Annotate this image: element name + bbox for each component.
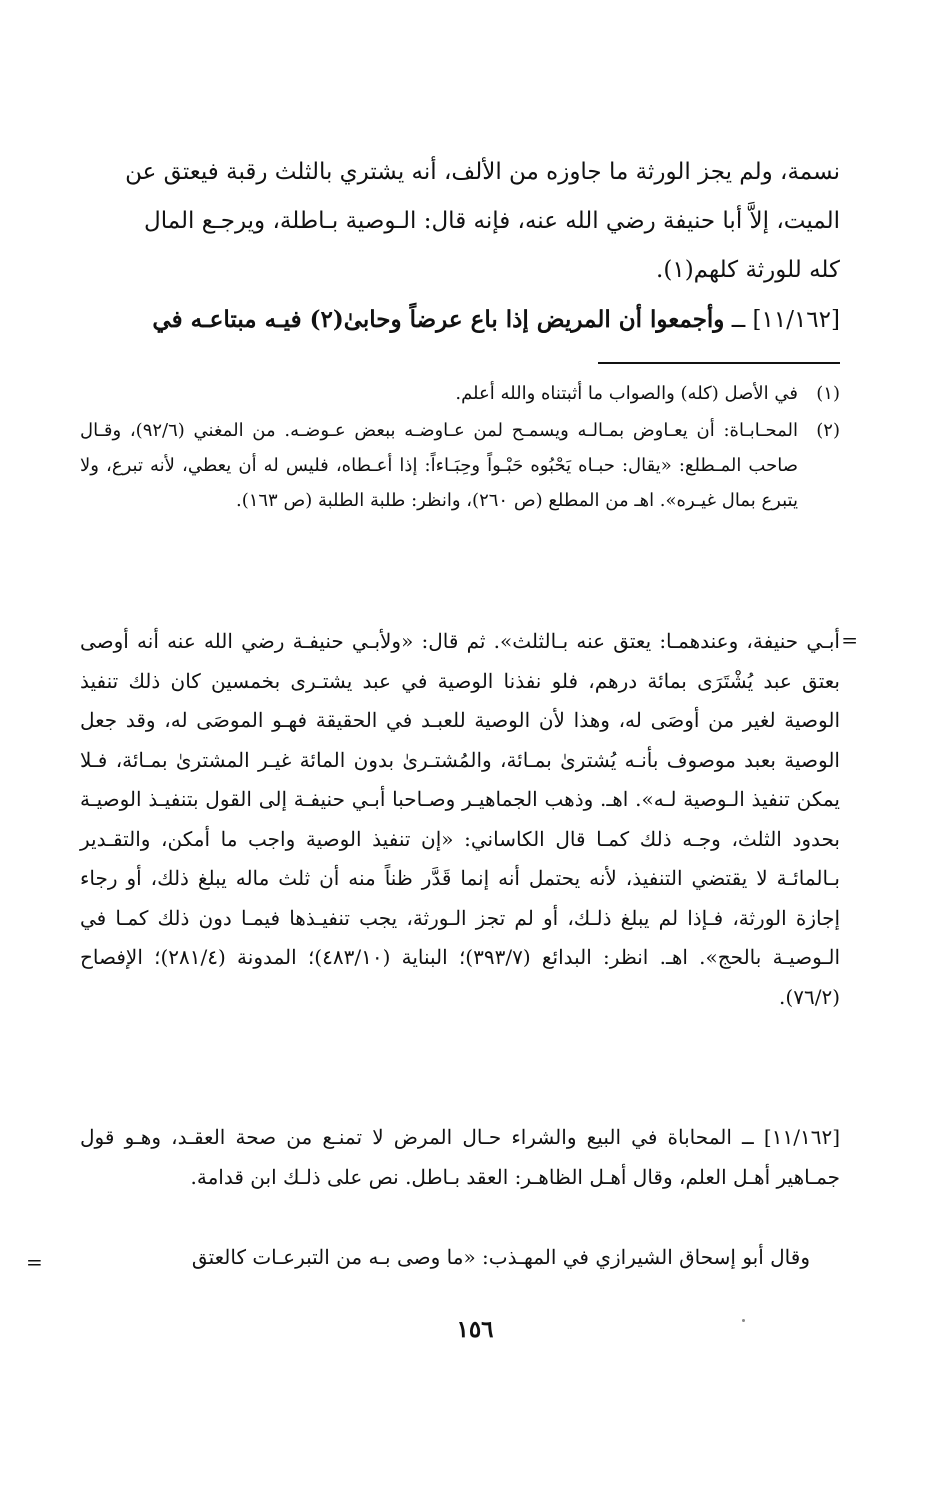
- commentary: [80, 622, 840, 1017]
- footnote-separator: [598, 362, 840, 364]
- footnote-2: [80, 413, 840, 518]
- main-line-3: كله للورثة كلهم(١).: [656, 257, 840, 283]
- scan-speck: [742, 1319, 745, 1322]
- page-number: ١٥٦: [456, 1316, 494, 1343]
- footnote-1: [80, 376, 840, 411]
- main-line-2: الميت، إلاَّ أبا حنيفة رضي الله عنه، فإنه قال: الـوصية بـاطلة، ويرجـع المال: [144, 208, 840, 234]
- main-line-4: [80, 295, 840, 345]
- footnote-text: المحـابـاة: أن يعـاوض بمـالـه ويسمـح لمن عـاوضـه ببعض عـوضـه. من المغني (٩٢/٦)، وقـال صاحب المـطلع: «يقال: حبـاه يَحْبُوه حَبْـواً وحِبَـاءاً: إذا أعـطاه، فليس له أن يعطي، لأنه تبرع، ولا يتبرع بمال غيـره». اهـ من المطلع (ص ٢٦٠)، وانظر: طلبة الطلبة (ص ١٦٣).: [80, 420, 799, 511]
- section-text: [١١/١٦٢] ــ المحاباة في البيع والشراء حـال المرض لا تمنـع من صحة العقـد، وهـو قول جمـاهير أهـل العلم، وقال أهـل الظاهـر: العقد بـاطل. نص على ذلـك ابن قدامة.: [80, 1125, 840, 1189]
- entry-heading: وأجمعوا أن المريض إذا باع عرضاً وحابىٰ(٢) فيـه مبتاعـه في: [152, 306, 725, 333]
- main-line-1: نسمة، ولم يجز الورثة ما جاوزه من الألف، أنه يشتري بالثلث رقبة فيعتق عن: [125, 159, 840, 185]
- closing-line: [80, 1238, 840, 1278]
- continuation-mark-top: =: [841, 628, 858, 652]
- footnotes: [80, 376, 840, 520]
- footnote-text: في الأصل (كله) والصواب ما أثبتناه والله أعلم.: [455, 383, 798, 404]
- entry-reference: [١١/١٦٢] ــ: [731, 307, 840, 333]
- commentary-text: أبـي حنيفة، وعندهمـا: يعتق عنه بـالثلث». ثم قال: «ولأبـي حنيفـة رضي الله عنه أنه أوصى بعتق عبد يُشْتَرَى بمائة درهم، فلو نفذنا الوصية في عبد يشتـرى بخمسين كان ذلك تنفيذ الوصية لغير من أوصَى له، وهذا لأن الوصية للعبـد في الحقيقة فهـو الموصَى له، وقد جعل الوصية بعبد موصوف بأنـه يُشترىٰ بمـائة، والمُشتـرىٰ بدون المائة غيـر المشترىٰ بمـائة، فـلا يمكن تنفيذ الـوصية لـه». اهـ. وذهب الجماهيـر وصـاحبا أبـي حنيفـة إلى القول بتنفيـذ الوصيـة بحدود الثلث، وجـه ذلك كمـا قال الكاساني: «إن تنفيذ الوصية واجب ما أمكن، والتقـدير بـالمائـة لا يقتضي التنفيذ، لأنه يحتمل أنه إنما قَدَّر ظناً منه أن ثلث ماله يبلغ ذلك، أو رجاء إجازة الورثة، فـإذا لم يبلغ ذلـك، أو لم تجز الـورثة، يجب تنفيـذها فيمـا دون ذلك كمـا في الـوصيـة بالحج». اهـ. انظر: البدائع (٣٩٣/٧)؛ البناية (٤٨٣/١٠)؛ المدونة (٢٨١/٤)؛ الإفصاح (٧٦/٢).: [80, 629, 841, 1009]
- continuation-mark-bottom: =: [26, 1250, 43, 1274]
- footnote-number: (٢): [816, 420, 840, 441]
- commentary-section: [80, 1118, 840, 1197]
- footnote-number: (١): [816, 383, 840, 404]
- closing-line-text: وقال أبو إسحاق الشيرازي في المهـذب: «ما وصى بـه من التبرعـات كالعتق: [191, 1245, 810, 1269]
- main-text: [80, 148, 840, 345]
